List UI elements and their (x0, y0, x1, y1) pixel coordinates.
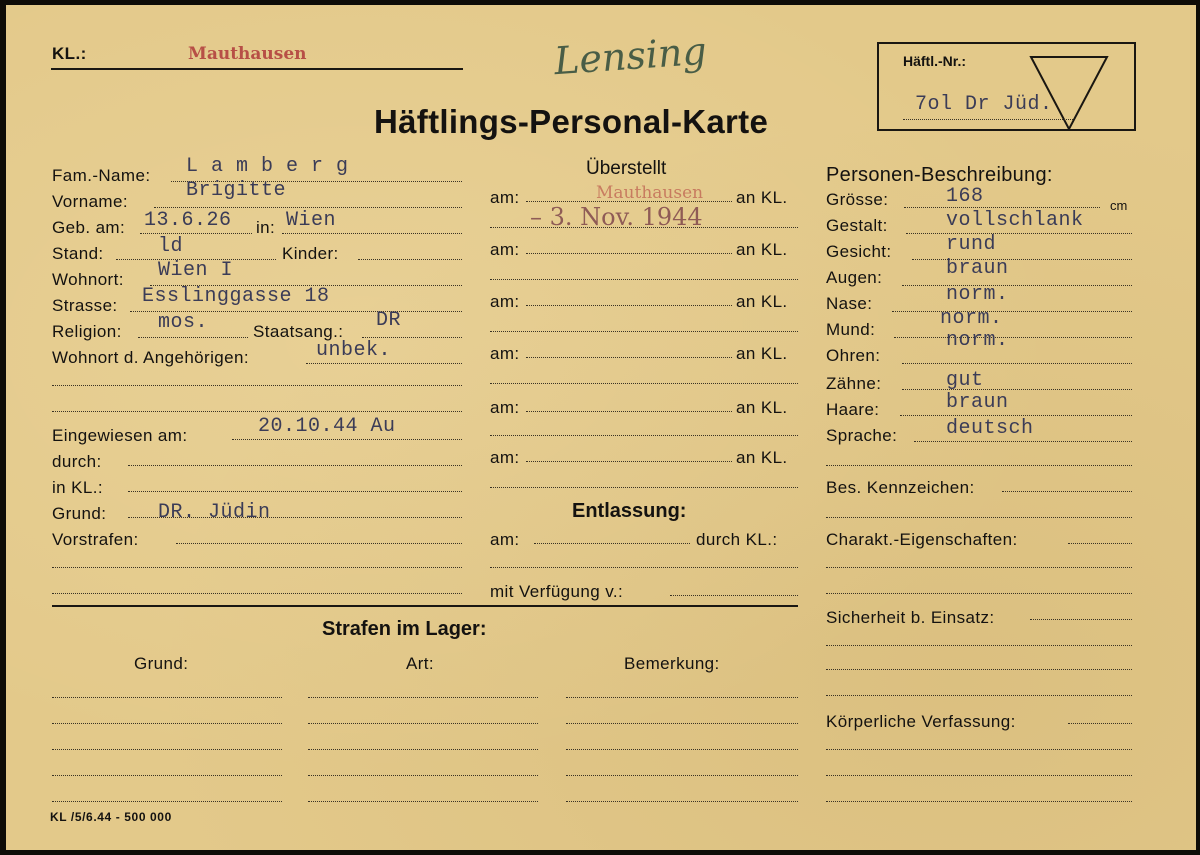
religion-label: Religion: (52, 322, 122, 341)
stand-label: Stand: (52, 244, 104, 263)
haeftling-nr-value: 7ol Dr Jüd. (915, 93, 1053, 116)
am-label-2: am: (490, 240, 520, 259)
strafen-art-line-4 (308, 775, 538, 776)
strafen-art-line-3 (308, 749, 538, 750)
durch-line (128, 465, 462, 466)
sicherheit-label: Sicherheit b. Einsatz: (826, 608, 995, 627)
gesicht-label: Gesicht: (826, 242, 892, 261)
haeftling-nr-label: Häftl.-Nr.: (903, 53, 966, 69)
sicherheit-line (1030, 619, 1132, 620)
gestalt-value: vollschlank (946, 209, 1084, 232)
am-line-5 (526, 411, 732, 412)
am-label-5: am: (490, 398, 520, 417)
am-line-4b (490, 383, 798, 384)
vorname-value: Brigitte (186, 179, 287, 202)
in-line (282, 233, 462, 234)
entlassung-am-line (534, 543, 690, 544)
vorstrafen-label: Vorstrafen: (52, 530, 139, 549)
cm-label: cm (1110, 198, 1128, 213)
strafen-bemerkung-line-5 (566, 801, 798, 802)
in-kl-line (128, 491, 462, 492)
grund-line (128, 517, 462, 518)
strafen-title: Strafen im Lager: (322, 618, 487, 640)
sicherheit-line-3 (826, 669, 1132, 670)
gesicht-value: rund (946, 233, 997, 256)
religion-value: mos. (158, 311, 209, 334)
am-line-3b (490, 331, 798, 332)
stand-value: ld (158, 235, 184, 258)
verfassung-line-3 (826, 775, 1132, 776)
strafen-grund-line-3 (52, 749, 282, 750)
mund-label: Mund: (826, 320, 876, 339)
kl-stamp: Mauthausen (188, 44, 307, 64)
religion-line (138, 337, 248, 338)
kennzeichen-label: Bes. Kennzeichen: (826, 478, 975, 497)
haare-value: braun (946, 391, 1009, 414)
grund-label: Grund: (52, 504, 107, 523)
strasse-value: Esslinggasse 18 (142, 285, 330, 308)
eingewiesen-line (232, 439, 462, 440)
gestalt-label: Gestalt: (826, 216, 888, 235)
am-line-3 (526, 305, 732, 306)
kl-underline (51, 68, 463, 70)
card-title: Häftlings-Personal-Karte (374, 103, 769, 140)
charakter-line-3 (826, 593, 1132, 594)
kinder-label: Kinder: (282, 244, 339, 263)
stamp-date: – 3. Nov. 1944 (530, 203, 703, 231)
sprache-label: Sprache: (826, 426, 898, 445)
durch-kl-label: durch KL.: (696, 530, 778, 549)
am-line-6b (490, 487, 798, 488)
geb-am-line (140, 233, 252, 234)
staatsang-label: Staatsang.: (253, 322, 344, 341)
an-kl-label-1: an KL. (736, 188, 788, 207)
geb-am-label: Geb. am: (52, 218, 126, 237)
kinder-line (358, 259, 462, 260)
am-line-4 (526, 357, 732, 358)
ueberstellt-title: Überstellt (586, 158, 667, 179)
groesse-value: 168 (946, 185, 984, 208)
gestalt-line (906, 233, 1132, 234)
sprache-value: deutsch (946, 417, 1034, 440)
an-kl-label-5: an KL. (736, 398, 788, 417)
groesse-line (904, 207, 1100, 208)
entlassung-title: Entlassung: (572, 500, 687, 522)
strafen-art-line-2 (308, 723, 538, 724)
vorstrafen-line (176, 543, 462, 544)
an-kl-label-4: an KL. (736, 344, 788, 363)
geb-am-value: 13.6.26 (144, 209, 232, 232)
charakter-line-2 (826, 567, 1132, 568)
strafen-bemerkung-col: Bemerkung: (624, 654, 720, 673)
fam-name-value: L a m b e r g (186, 155, 349, 178)
angehoerige-line-2 (52, 385, 462, 386)
entlassung-am-label: am: (490, 530, 520, 549)
strafen-bemerkung-line-1 (566, 697, 798, 698)
am-line-2 (526, 253, 732, 254)
kennzeichen-line (1002, 491, 1132, 492)
fam-name-label: Fam.-Name: (52, 166, 151, 185)
verfassung-line (1068, 723, 1132, 724)
verfassung-line-2 (826, 749, 1132, 750)
an-kl-label-6: an KL. (736, 448, 788, 467)
ohren-label: Ohren: (826, 346, 881, 365)
sprache-line-2 (826, 465, 1132, 466)
an-kl-label-2: an KL. (736, 240, 788, 259)
eingewiesen-label: Eingewiesen am: (52, 426, 188, 445)
zaehne-value: gut (946, 369, 984, 392)
strafen-art-line-1 (308, 697, 538, 698)
augen-label: Augen: (826, 268, 883, 287)
strafen-grund-line-4 (52, 775, 282, 776)
verfuegung-line (670, 595, 798, 596)
staatsang-line (362, 337, 462, 338)
zaehne-label: Zähne: (826, 374, 882, 393)
an-kl-label-3: an KL. (736, 292, 788, 311)
sprache-line (914, 441, 1132, 442)
in-kl-label: in KL.: (52, 478, 103, 497)
strafen-grund-line-5 (52, 801, 282, 802)
strafen-bemerkung-line-4 (566, 775, 798, 776)
in-label: in: (256, 218, 276, 237)
nase-label: Nase: (826, 294, 873, 313)
gesicht-line (912, 259, 1132, 260)
strafen-bemerkung-line-3 (566, 749, 798, 750)
ohren-line (902, 363, 1132, 364)
augen-line (902, 285, 1132, 286)
haeftling-nr-line (903, 119, 1073, 120)
vorstrafen-line-2 (52, 567, 462, 568)
vorname-line (154, 207, 462, 208)
mund-line (894, 337, 1132, 338)
nase-value: norm. (946, 283, 1009, 306)
angehoerige-label: Wohnort d. Angehörigen: (52, 348, 249, 367)
signature: Lensing (552, 28, 709, 84)
sicherheit-line-4 (826, 695, 1132, 696)
am-line-5b (490, 435, 798, 436)
groesse-label: Grösse: (826, 190, 889, 209)
strafen-grund-col: Grund: (134, 654, 189, 673)
charakter-label: Charakt.-Eigenschaften: (826, 530, 1018, 549)
in-value: Wien (286, 209, 337, 232)
angehoerige-value: unbek. (316, 339, 392, 362)
prisoner-card (6, 5, 1196, 850)
strafen-grund-line-2 (52, 723, 282, 724)
am-line-2b (490, 279, 798, 280)
strafen-art-line-5 (308, 801, 538, 802)
verfuegung-label: mit Verfügung v.: (490, 582, 624, 601)
entlassung-line-2 (490, 567, 798, 568)
angehoerige-line-3 (52, 411, 462, 412)
am-line-6 (526, 461, 732, 462)
kl-label: KL.: (52, 44, 87, 63)
print-code: KL /5/6.44 - 500 000 (50, 810, 172, 824)
augen-value: braun (946, 257, 1009, 280)
kennzeichen-line-2 (826, 517, 1132, 518)
am-line-1b (490, 227, 798, 228)
grund-value: DR. Jüdin (158, 501, 271, 524)
nase-line (892, 311, 1132, 312)
durch-label: durch: (52, 452, 102, 471)
wohnort-value: Wien I (158, 259, 234, 282)
strafen-art-col: Art: (406, 654, 435, 673)
wohnort-label: Wohnort: (52, 270, 124, 289)
am-label-1: am: (490, 188, 520, 207)
am-label-3: am: (490, 292, 520, 311)
stamp-location: Mauthausen (596, 183, 704, 203)
am-label-6: am: (490, 448, 520, 467)
eingewiesen-value: 20.10.44 Au (258, 415, 396, 438)
haeftling-nr-box (877, 42, 1136, 131)
strafen-bemerkung-line-2 (566, 723, 798, 724)
strafen-divider (52, 605, 798, 607)
zaehne-line (902, 389, 1132, 390)
staatsang-value: DR (376, 309, 402, 332)
sicherheit-line-2 (826, 645, 1132, 646)
ohren-value: norm. (946, 329, 1009, 352)
haare-label: Haare: (826, 400, 880, 419)
strasse-label: Strasse: (52, 296, 118, 315)
vorstrafen-line-3 (52, 593, 462, 594)
verfassung-line-4 (826, 801, 1132, 802)
vorname-label: Vorname: (52, 192, 128, 211)
am-label-4: am: (490, 344, 520, 363)
verfassung-label: Körperliche Verfassung: (826, 712, 1016, 731)
haare-line (900, 415, 1132, 416)
charakter-line (1068, 543, 1132, 544)
mund-value: norm. (940, 307, 1003, 330)
personen-title: Personen-Beschreibung: (826, 164, 1053, 186)
angehoerige-line (306, 363, 462, 364)
strafen-grund-line-1 (52, 697, 282, 698)
